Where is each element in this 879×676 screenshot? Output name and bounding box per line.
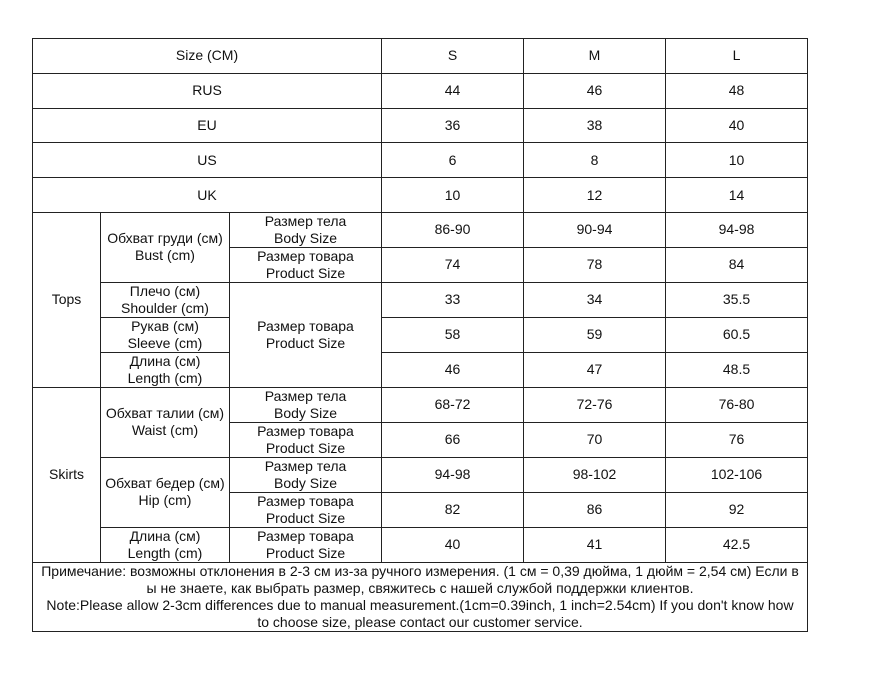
- row-label: RUS: [33, 73, 382, 108]
- product-size-en: Product Size: [265, 334, 346, 351]
- value-cell: 76: [666, 422, 808, 457]
- value-cell: 84: [666, 247, 808, 282]
- value-cell: 47: [524, 352, 666, 387]
- value-cell: 33: [382, 282, 524, 317]
- body-size-ru: Размер тела: [264, 387, 347, 404]
- value-cell: 12: [524, 178, 666, 213]
- product-size-label: [230, 282, 382, 387]
- us-row: [33, 143, 808, 178]
- value-cell: 58: [382, 317, 524, 352]
- length-label-en: Length (cm): [127, 544, 203, 561]
- sleeve-label: [101, 317, 230, 352]
- hip-label: [101, 457, 230, 527]
- product-size-ru: Размер товара: [257, 247, 354, 264]
- body-size-en: Body Size: [273, 404, 338, 421]
- value-cell: 14: [666, 178, 808, 213]
- shoulder-label-en: Shoulder (cm): [121, 299, 209, 316]
- shoulder-label: [101, 282, 230, 317]
- sleeve-label-en: Sleeve (cm): [127, 334, 203, 351]
- note-row: [33, 562, 808, 631]
- value-cell: 66: [382, 422, 524, 457]
- product-size-label: [230, 422, 382, 457]
- body-size-ru: Размер тела: [264, 212, 347, 229]
- size-l-header: L: [666, 39, 808, 74]
- header-row: [33, 39, 808, 74]
- value-cell: 40: [666, 108, 808, 143]
- size-chart-table: [32, 38, 808, 632]
- value-cell: 46: [524, 73, 666, 108]
- product-size-ru: Размер товара: [257, 527, 354, 544]
- value-cell: 94-98: [382, 457, 524, 492]
- body-size-en: Body Size: [273, 474, 338, 491]
- product-size-ru: Размер товара: [257, 422, 354, 439]
- value-cell: 38: [524, 108, 666, 143]
- value-cell: 48: [666, 73, 808, 108]
- value-cell: 46: [382, 352, 524, 387]
- value-cell: 72-76: [524, 387, 666, 422]
- tops-sleeve-row: [33, 317, 808, 352]
- value-cell: 48.5: [666, 352, 808, 387]
- note-line-ru-2: ы не знаете, как выбрать размер, свяжитесь с нашей службой поддержки клиентов.: [146, 579, 694, 596]
- bust-label-en: Bust (cm): [135, 247, 195, 264]
- product-size-ru: Размер товара: [257, 317, 354, 334]
- length-label-ru: Длина (см): [129, 352, 201, 369]
- product-size-en: Product Size: [265, 439, 346, 456]
- value-cell: 59: [524, 317, 666, 352]
- shoulder-label-ru: Плечо (см): [129, 282, 201, 299]
- hip-label-ru: Обхват бедер (см): [105, 475, 225, 492]
- note-line-en-2: to choose size, please contact our customer service.: [257, 613, 583, 630]
- skirts-section-label: Skirts: [33, 387, 101, 562]
- note-line-ru-1: Примечание: возможны отклонения в 2-3 см из-за ручного измерения. (1 см = 0,39 дюйма, 1 дюйм = 2,54 см) Если в: [41, 562, 799, 579]
- value-cell: 102-106: [666, 457, 808, 492]
- skirts-length-row: [33, 527, 808, 562]
- body-size-label: [230, 212, 382, 247]
- value-cell: 35.5: [666, 282, 808, 317]
- body-size-en: Body Size: [273, 229, 338, 246]
- product-size-label: [230, 527, 382, 562]
- product-size-label: [230, 247, 382, 282]
- rus-row: [33, 73, 808, 108]
- value-cell: 70: [524, 422, 666, 457]
- tops-bust-body-row: [33, 212, 808, 247]
- value-cell: 6: [382, 143, 524, 178]
- tops-shoulder-row: [33, 282, 808, 317]
- product-size-label: [230, 492, 382, 527]
- body-size-ru: Размер тела: [264, 457, 347, 474]
- value-cell: 10: [382, 178, 524, 213]
- length-label: [101, 527, 230, 562]
- value-cell: 34: [524, 282, 666, 317]
- product-size-en: Product Size: [265, 264, 346, 281]
- hip-label-en: Hip (cm): [138, 492, 192, 509]
- row-label: US: [33, 143, 382, 178]
- sleeve-label-ru: Рукав (см): [131, 317, 199, 334]
- eu-row: [33, 108, 808, 143]
- value-cell: 98-102: [524, 457, 666, 492]
- value-cell: 44: [382, 73, 524, 108]
- row-label: EU: [33, 108, 382, 143]
- value-cell: 68-72: [382, 387, 524, 422]
- length-label: [101, 352, 230, 387]
- value-cell: 60.5: [666, 317, 808, 352]
- value-cell: 94-98: [666, 212, 808, 247]
- value-cell: 42.5: [666, 527, 808, 562]
- value-cell: 82: [382, 492, 524, 527]
- tops-length-row: [33, 352, 808, 387]
- value-cell: 40: [382, 527, 524, 562]
- product-size-en: Product Size: [265, 509, 346, 526]
- length-label-en: Length (cm): [127, 369, 203, 386]
- body-size-label: [230, 387, 382, 422]
- note-cell: [33, 562, 808, 631]
- value-cell: 74: [382, 247, 524, 282]
- skirts-hip-body-row: [33, 457, 808, 492]
- value-cell: 78: [524, 247, 666, 282]
- uk-row: [33, 178, 808, 213]
- waist-label: [101, 387, 230, 457]
- product-size-en: Product Size: [265, 544, 346, 561]
- skirts-waist-body-row: [33, 387, 808, 422]
- value-cell: 90-94: [524, 212, 666, 247]
- size-s-header: S: [382, 39, 524, 74]
- size-cm-header: Size (CM): [33, 39, 382, 74]
- length-label-ru: Длина (см): [129, 527, 201, 544]
- value-cell: 41: [524, 527, 666, 562]
- waist-label-ru: Обхват талии (см): [105, 405, 225, 422]
- body-size-label: [230, 457, 382, 492]
- value-cell: 36: [382, 108, 524, 143]
- value-cell: 92: [666, 492, 808, 527]
- tops-section-label: Tops: [33, 212, 101, 387]
- size-m-header: M: [524, 39, 666, 74]
- value-cell: 8: [524, 143, 666, 178]
- bust-label: [101, 212, 230, 282]
- value-cell: 86: [524, 492, 666, 527]
- row-label: UK: [33, 178, 382, 213]
- bust-label-ru: Обхват груди (см): [107, 230, 223, 247]
- value-cell: 86-90: [382, 212, 524, 247]
- note-line-en-1: Note:Please allow 2-3cm differences due to manual measurement.(1cm=0.39inch, 1 inch=2.54cm) If you don't know how: [46, 596, 794, 613]
- value-cell: 76-80: [666, 387, 808, 422]
- waist-label-en: Waist (cm): [131, 422, 199, 439]
- value-cell: 10: [666, 143, 808, 178]
- product-size-ru: Размер товара: [257, 492, 354, 509]
